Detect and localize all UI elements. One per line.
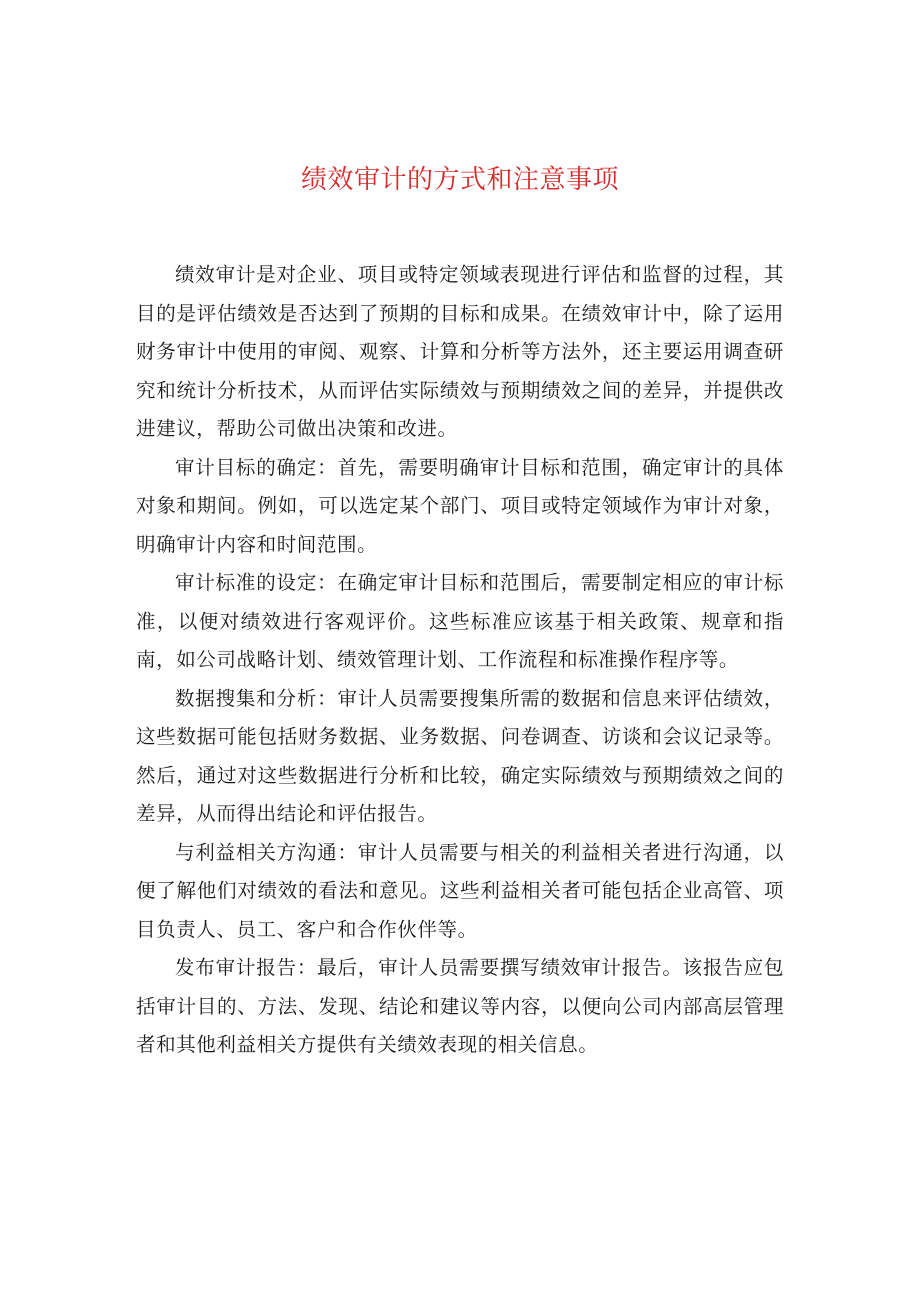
paragraph-data-collection: 数据搜集和分析：审计人员需要搜集所需的数据和信息来评估绩效，这些数据可能包括财务数据、业务数据、问卷调查、访谈和会议记录等。然后，通过对这些数据进行分析和比较，确定实际绩效与预期绩效之间的差异，从而得出结论和评估报告。 xyxy=(136,686,784,825)
paragraph-audit-objectives: 审计目标的确定：首先，需要明确审计目标和范围，确定审计的具体对象和期间。例如，可以选定某个部门、项目或特定领域作为审计对象，明确审计内容和时间范围。 xyxy=(136,455,784,556)
paragraph-audit-standards: 审计标准的设定：在确定审计目标和范围后，需要制定相应的审计标准，以便对绩效进行客观评价。这些标准应该基于相关政策、规章和指南，如公司战略计划、绩效管理计划、工作流程和标准操作程序等。 xyxy=(136,571,784,671)
paragraph-audit-report: 发布审计报告：最后，审计人员需要撰写绩效审计报告。该报告应包括审计目的、方法、发现、结论和建议等内容，以便向公司内部高层管理者和其他利益相关方提供有关绩效表现的相关信息。 xyxy=(136,956,784,1056)
paragraph-intro: 绩效审计是对企业、项目或特定领域表现进行评估和监督的过程，其目的是评估绩效是否达到了预期的目标和成果。在绩效审计中，除了运用财务审计中使用的审阅、观察、计算和分析等方法外，还主要运用调查研究和统计分析技术，从而评估实际绩效与预期绩效之间的差异，并提供改进建议，帮助公司做出决策和改进。 xyxy=(136,263,784,440)
paragraph-stakeholder-communication: 与利益相关方沟通：审计人员需要与相关的利益相关者进行沟通，以便了解他们对绩效的看法和意见。这些利益相关者可能包括企业高管、项目负责人、员工、客户和合作伙伴等。 xyxy=(136,840,784,941)
document-title: 绩效审计的方式和注意事项 xyxy=(300,165,619,195)
document-body xyxy=(136,256,784,1065)
